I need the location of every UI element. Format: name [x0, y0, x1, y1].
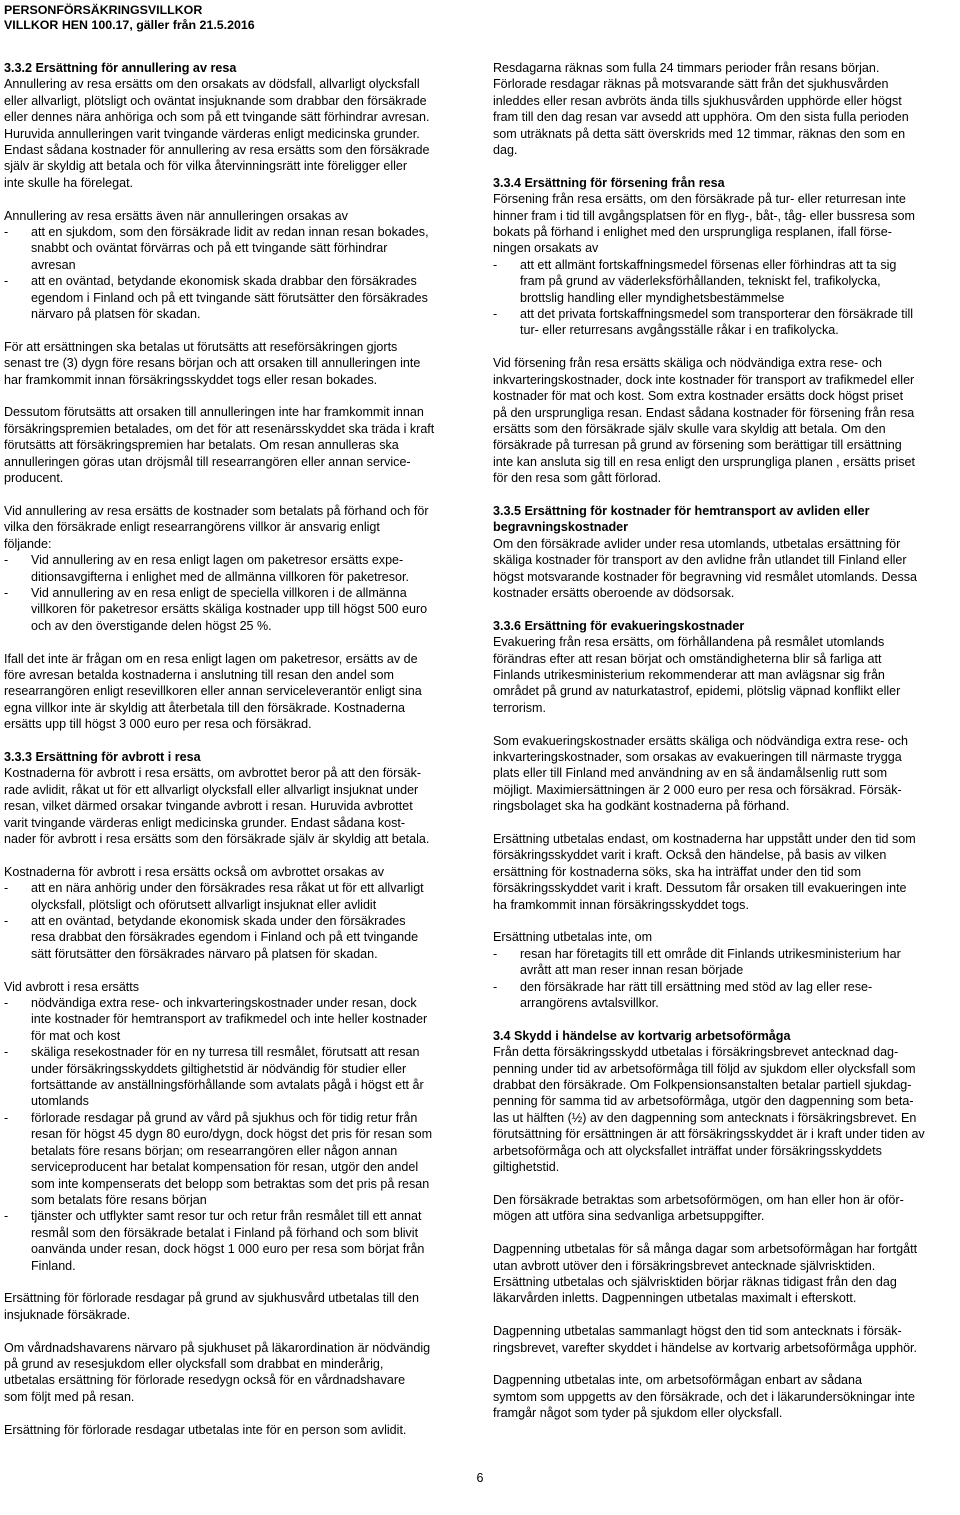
list-item-text [520, 946, 960, 979]
text-line: Kostnaderna för avbrott i resa ersätts, om avbrottet beror på att den försäk- [4, 766, 422, 781]
text-line: förlorade resdagar på grund av vård på sjukhus och för tidig retur från [31, 1110, 418, 1125]
paragraph [493, 536, 960, 602]
section-heading [493, 503, 960, 536]
list-item [493, 306, 960, 339]
list-item-text [31, 224, 472, 273]
text-line: giltighetstid. [493, 1160, 560, 1175]
text-line: läkarvården inletts. Dagpenningen utbetalas maximalt i efterskott. [493, 1291, 857, 1306]
text-line: eller allvarligt, plötsligt och oväntat insjuknande som drabbar den försäkrade [4, 93, 427, 108]
paragraph [493, 355, 960, 486]
dash-bullet: - [4, 996, 9, 1011]
text-line: Endast sådana kostnader för annullering av resa ersätts som den försäkrade [4, 143, 430, 158]
text-line: för mat och kost [31, 1028, 121, 1043]
dash-bullet: - [493, 307, 498, 322]
text-line: som uträknats på detta sätt överskrids med 12 timmar, räknas den som en [493, 126, 906, 141]
text-line: förändras efter att resan börjat och omständigheterna blir så farliga att [493, 651, 882, 666]
text-line: betalats före resans början; om researrangören eller någon annan [31, 1143, 398, 1158]
text-line: ersättning för kostnaderna söks, ska ha inträffat under den tid som [493, 864, 862, 879]
text-line: egna villkor inte är skyldig att återbetala till den försäkrade. Kostnaderna [4, 700, 406, 715]
dash-bullet: - [4, 914, 9, 929]
text-line: Dessutom förutsätts att orsaken till annulleringen inte har framkommit innan [4, 405, 424, 420]
dash-list [4, 552, 472, 634]
text-line: 3.3.5 Ersättning för kostnader för hemtransport av avliden eller [493, 503, 870, 518]
left-column [4, 60, 472, 1438]
paragraph [4, 76, 472, 191]
text-line: Evakuering från resa ersätts, om förhållandena på resmålet utomlands [493, 635, 885, 650]
list-intro: Kostnaderna för avbrott i resa ersätts också om avbrottet orsakas av [4, 864, 385, 879]
text-line: Finlands utrikesministerium rekommenderar att man avlägsnar sig från [493, 667, 885, 682]
paragraph [4, 1422, 472, 1438]
text-line: kostnader ersätts oberoende av dödsorsak. [493, 585, 735, 600]
dash-bullet: - [4, 225, 9, 240]
text-line: Ifall det inte är frågan om en resa enligt lagen om paketresor, ersätts av de [4, 651, 418, 666]
text-line: resan, vilket därmed orsakar tvingande avbrott i resan. Huruvida avbrottet [4, 799, 413, 814]
text-line: Från detta försäkringsskydd utbetalas i försäkringsbrevet antecknad dag- [493, 1045, 899, 1060]
text-line: inleddes eller resan avbröts ända tills sjukhusvården upphörde eller högst [493, 93, 902, 108]
dash-bullet: - [4, 881, 9, 896]
text-line: oanvända under resan, dock högst 1 000 euro per resa som börjat från [31, 1242, 425, 1257]
list-item-text [31, 1110, 472, 1208]
text-line: att det privata fortskaffningsmedel som transporterar den försäkrade till [520, 307, 914, 322]
text-line: egendom i Finland och på ett tvingande sätt förutsätter den försäkrades [31, 290, 428, 305]
list-item-text [31, 585, 472, 634]
list-item [4, 585, 472, 634]
dash-list [4, 995, 472, 1274]
list-item-text [31, 995, 472, 1044]
dash-bullet: - [4, 1209, 9, 1224]
text-line: som inte kompenserats det belopp som betraktas som det pris på resan [31, 1176, 430, 1191]
text-line: ersätts som den försäkrade själv skulle vara skyldig att betala. Om den [493, 421, 886, 436]
text-line: före avresan betalda kostnaderna i anslutning till resan den andel som [4, 667, 394, 682]
text-line: penning under tid av arbetsoförmåga till följd av sjukdom eller olycksfall som [493, 1061, 916, 1076]
section-heading: 3.3.4 Ersättning för försening från resa [493, 175, 725, 190]
text-line: fortsättande av anställningsförhållande som avtalats pågå i högst ett år [31, 1078, 424, 1093]
section-heading: 3.4 Skydd i händelse av kortvarig arbetsoförmåga [493, 1028, 791, 1043]
list-intro [4, 503, 472, 552]
list-item-text [520, 257, 960, 306]
text-line: serviceproducent har betalat kompensation för resan, utgör den andel [31, 1160, 419, 1175]
text-line: plats eller till Finland med användning av en så ändamålsenlig rutt som [493, 766, 888, 781]
list-item [4, 995, 472, 1044]
text-line: avresan [31, 257, 76, 272]
text-line: inte kostnader för hemtransport av trafikmedel och inte heller kostnader [31, 1012, 428, 1027]
dash-bullet: - [493, 979, 498, 994]
text-line: resan har företagits till ett område dit Finlands utrikesministerium har [520, 946, 901, 961]
text-line: Annullering av resa ersätts om den orsakats av dödsfall, allvarligt olycksfall [4, 77, 420, 92]
paragraph [4, 651, 472, 733]
text-line: Ersättning för förlorade resdagar på grund av sjukhusvård utbetalas till den [4, 1291, 419, 1306]
right-column [493, 60, 960, 1422]
text-line: att en sjukdom, som den försäkrade lidit av redan innan resan bokades, [31, 225, 429, 240]
text-line: på grund av resesjukdom eller olycksfall som drabbat en minderårig, [4, 1356, 384, 1371]
dash-list [493, 946, 960, 1012]
page-number: 6 [476, 1471, 484, 1485]
dash-list [493, 257, 960, 339]
text-line: utan avbrott utöver den i försäkringsbrevet antecknade självrisktiden. [493, 1258, 876, 1273]
list-item [4, 552, 472, 585]
paragraph [493, 1044, 960, 1175]
list-item [4, 224, 472, 273]
text-line: sätt förutsätter den försäkrades närvaro på platsen för skadan. [31, 946, 378, 961]
text-line: Dagpenning utbetalas sammanlagt högst den tid som antecknats i försäk- [493, 1324, 902, 1339]
text-line: utbetalas ersättning för förlorade resedygn också för en vårdnadshavare [4, 1373, 406, 1388]
dash-bullet: - [4, 553, 9, 568]
dash-bullet: - [4, 1110, 9, 1125]
list-item [4, 273, 472, 322]
text-line: drabbat den försäkrade. Om Folkpensionsanstalten betalar partiell sjukdag- [493, 1078, 912, 1093]
list-item-text [31, 1044, 472, 1110]
text-line: förutsättning för ersättningen är att försäkringsskyddet är i kraft under tiden av [493, 1127, 925, 1142]
text-line: fram på grund av väderleksförhållanden, tekniskt fel, trafikolycka, [520, 274, 881, 289]
text-line: eller dennes nära anhöriga och som på ett tvingande sätt förhindrar avresan. [4, 110, 430, 125]
dash-bullet: - [493, 946, 498, 961]
text-line: tur- eller returresans avgångsställe råkar i en trafikolycka. [520, 323, 839, 338]
list-intro: Annullering av resa ersätts även när annulleringen orsakas av [4, 208, 348, 223]
text-line: varit tvingande värderas enligt medicinska grunder. Endast sådana kost- [4, 815, 406, 830]
text-line: att ett allmänt fortskaffningsmedel försenas eller förhindras att ta sig [520, 257, 897, 272]
text-line: själv är skyldig att betala och för vilka återvinningsrätt inte föreligger eller [4, 159, 408, 174]
text-line: Resdagarna räknas som fulla 24 timmars perioder från resans början. [493, 61, 880, 75]
text-line: Dagpenning utbetalas inte, om arbetsoförmågan enbart av sådana [493, 1373, 862, 1388]
text-line: ringsbrevet, varefter skyddet i händelse av kortvarig arbetsoförmåga upphör. [493, 1340, 918, 1355]
text-line: olycksfall, plötsligt och oförutsett allvarligt insjuknat eller avlidit [31, 897, 377, 912]
text-line: symtom som uppgetts av den försäkrade, och det i läkarundersökningar inte [493, 1389, 915, 1404]
paragraph [493, 634, 960, 716]
dash-bullet: - [493, 257, 498, 272]
text-line: ningen orsakats av [493, 241, 599, 256]
text-line: skäliga kostnader för transport av den avlidne från utlandet till Finland eller [493, 553, 907, 568]
text-line: nader för avbrott i resa ersätts som den försäkrade själv är skyldig att betala. [4, 832, 430, 846]
dash-bullet: - [4, 1045, 9, 1060]
dash-list [4, 224, 472, 322]
text-line: skäliga resekostnader för en ny turresa till resmålet, förutsatt att resan [31, 1045, 420, 1060]
text-line: försäkringspremien betalades, om det för att resenärsskyddet ska träda i kraft [4, 421, 435, 436]
text-line: utomlands [31, 1094, 89, 1109]
paragraph [4, 765, 472, 847]
text-line: möjligt. Maximiersättningen är 2 000 euro per resa och försäkrad. Försäk- [493, 782, 902, 797]
dash-bullet: - [4, 585, 9, 600]
text-line: insjuknade försäkrade. [4, 1307, 131, 1322]
text-line: ringsbolaget ska ha godkänt kostnaderna på förhand. [493, 799, 790, 814]
text-line: dag. [493, 143, 518, 158]
list-intro: Vid avbrott i resa ersätts [4, 979, 140, 994]
text-line: att en nära anhörig under den försäkrades resa råkat ut för ett allvarligt [31, 881, 424, 896]
text-line: producent. [4, 471, 64, 486]
list-item [493, 979, 960, 1012]
text-line: mögen att utföra sina sedvanliga arbetsuppgifter. [493, 1209, 765, 1224]
paragraph [493, 60, 960, 158]
text-line: Vid försening från resa ersätts skäliga och nödvändiga extra rese- och [493, 356, 882, 371]
text-line: arbetsoförmåga och att olycksfallet inträffat under försäkringsskyddets [493, 1143, 882, 1158]
text-line: brottslig handling eller myndighetsbestämmelse [520, 290, 785, 305]
text-line: resan för högst 45 dygn 80 euro/dygn, dock högst det pris för resan som [31, 1127, 433, 1142]
dash-list [4, 880, 472, 962]
paragraph [493, 1323, 960, 1356]
paragraph [4, 404, 472, 486]
section-heading: 3.3.3 Ersättning för avbrott i resa [4, 749, 201, 764]
text-line: den försäkrade har rätt till ersättning med stöd av lag eller rese- [520, 979, 873, 994]
paragraph [493, 831, 960, 913]
list-item-text [31, 880, 472, 913]
list-item-text [31, 913, 472, 962]
dash-bullet: - [4, 274, 9, 289]
text-line: följande: [4, 536, 52, 551]
text-line: Dagpenning utbetalas för så många dagar som arbetsoförmågan har fortgått [493, 1242, 918, 1257]
text-line: Förlorade resdagar räknas på motsvarande sätt från det sjukhusvården [493, 77, 889, 92]
text-line: försäkringsskyddet varit i kraft. Dessutom får orsaken till evakueringen inte [493, 881, 907, 896]
text-line: har framkommit innan försäkringsskyddet togs eller resan bokades. [4, 372, 378, 387]
text-line: ditionsavgifterna i enlighet med de allmänna villkoren för paketresor. [31, 569, 410, 584]
paragraph [4, 339, 472, 388]
section-heading: 3.3.2 Ersättning för annullering av resa [4, 61, 237, 75]
paragraph [493, 733, 960, 815]
list-item [4, 880, 472, 913]
text-line: Som evakueringskostnader ersätts skäliga och nödvändiga extra rese- och [493, 733, 908, 748]
text-line: resmål som den försäkrade betalat i Finland på förhand och som blivit [31, 1225, 419, 1240]
paragraph [493, 1241, 960, 1307]
text-line: att en oväntad, betydande ekonomisk skada under den försäkrades [31, 914, 406, 929]
text-line: las ut hälften (½) av den dagpenning som antecknats i försäkringsbrevet. En [493, 1110, 917, 1125]
text-line: senast tre (3) dygn före resans början och att orsaken till annulleringen inte [4, 356, 421, 371]
text-line: kostnader för mat och kost. Som extra kostnader ersätts dock högst priset [493, 389, 904, 404]
list-item [4, 1208, 472, 1274]
text-line: tjänster och utflykter samt resor tur och retur från resmålet till ett annat [31, 1209, 422, 1224]
text-line: snabbt och oväntat förvärras och på ett tvingande sätt förhindrar [31, 241, 388, 256]
section-heading: 3.3.6 Ersättning för evakueringskostnader [493, 618, 745, 633]
text-line: Försening från resa ersätts, om den försäkrade på tur- eller returresan inte [493, 192, 906, 207]
text-line: nödvändiga extra rese- och inkvarteringskostnader under resan, dock [31, 996, 417, 1011]
paragraph [493, 1192, 960, 1225]
text-line: arrangörens avtalsvillkor. [520, 996, 659, 1011]
list-item [4, 1110, 472, 1208]
text-line: fram till den dag resan var avsedd att upphöra. Om den sista fulla perioden [493, 110, 909, 125]
list-item-text [31, 1208, 472, 1274]
text-line: begravningskostnader [493, 520, 629, 535]
text-line: terrorism. [493, 700, 546, 715]
header-title: PERSONFÖRSÄKRINGSVILLKOR [4, 3, 203, 17]
text-line: Ersättning utbetalas och självrisktiden börjar räknas tidigast från den dag [493, 1274, 897, 1289]
text-line: inkvarteringskostnader, dock inte kostnader för transport av trafikmedel eller [493, 372, 915, 387]
text-line: Om den försäkrade avlider under resa utomlands, utbetalas ersättning för [493, 536, 901, 551]
text-line: försäkrade på turresan på grund av försening som berättigar till ersättning [493, 438, 902, 453]
text-line: villkoren för paketresor ersätts skäliga kostnader upp till högst 500 euro [31, 602, 428, 617]
text-line: på den ursprungliga resan. Endast sådana kostnader för försening från resa [493, 405, 915, 420]
text-line: under försäkringsskyddets giltighetstid är nödvändig för studier eller [31, 1061, 407, 1076]
text-line: som följt med på resan. [4, 1389, 135, 1404]
text-line: Finland. [31, 1258, 76, 1273]
text-line: framgår något som tyder på sjukdom eller olycksfall. [493, 1406, 783, 1421]
list-item-text [31, 273, 472, 322]
list-item [493, 946, 960, 979]
text-line: närvaro på platsen för skadan. [31, 307, 201, 322]
text-line: resa drabbat den försäkrades egendom i Finland och på ett tvingande [31, 930, 419, 945]
text-line: researrangören enligt resevillkoren eller annan serviceleverantör enligt sina [4, 684, 422, 699]
text-line: Vid annullering av resa ersätts de kostnader som betalats på förhand och för [4, 503, 429, 518]
text-line: högst motsvarande kostnader för begravning vid resmålet utomlands. Dessa [493, 569, 918, 584]
text-line: annulleringen göras utan dröjsmål till researrangören eller annan service- [4, 454, 411, 469]
text-line: Om vårdnadshavarens närvaro på sjukhuset på läkarordination är nödvändig [4, 1340, 431, 1355]
text-line: inte kan ansluta sig till en resa enligt den ursprungliga planen , ersätts priset [493, 454, 915, 469]
text-line: förutsätts att försäkringspremien har betalats. Om resan annulleras ska [4, 438, 399, 453]
list-item [4, 1044, 472, 1110]
text-line: vilka den försäkrade enligt researrangörens villkor är ansvarig enligt [4, 520, 380, 535]
text-line: rade avlidit, råkat ut för ett allvarligt olycksfall eller allvarligt insjuknat under [4, 782, 419, 797]
text-line: Den försäkrade betraktas som arbetsoförmögen, om han eller hon är oför- [493, 1192, 904, 1207]
text-line: För att ersättningen ska betalas ut förutsätts att reseförsäkringen gjorts [4, 339, 398, 354]
text-line: hinner fram i tid till avgångsplatsen för en flyg-, båt-, tåg- eller bussresa som [493, 208, 915, 223]
text-line: Ersättning utbetalas endast, om kostnaderna har uppstått under den tid som [493, 832, 916, 846]
text-line: Ersättning för förlorade resdagar utbetalas inte för en person som avlidit. [4, 1422, 407, 1437]
text-line: ha framkommit innan försäkringsskyddet togs. [493, 897, 749, 912]
document-header [4, 3, 255, 33]
text-line: och av den överstigande delen högst 25 %. [31, 618, 272, 633]
paragraph [4, 1290, 472, 1323]
text-line: inkvarteringskostnader, som orsakas av evakueringen till närmaste trygga [493, 749, 902, 764]
list-item [493, 257, 960, 306]
text-line: penning för samma tid av arbetsoförmåga, utgör den dagpenning som beta- [493, 1094, 914, 1109]
text-line: Vid annullering av en resa enligt de speciella villkoren i de allmänna [31, 585, 407, 600]
text-line: ersätts upp till högst 3 000 euro per resa och försäkrad. [4, 717, 312, 732]
text-line: avrått att man reser innan resan började [520, 963, 744, 978]
text-line: Huruvida annulleringen varit tvingande värderas enligt medicinska grunder. [4, 126, 420, 141]
text-line: området på grund av naturkatastrof, epidemi, plötslig väpnad konflikt eller [493, 684, 901, 699]
list-item-text [520, 306, 960, 339]
list-item-text [520, 979, 960, 1012]
text-line: som betalats före resans början [31, 1192, 207, 1207]
header-subtitle: VILLKOR HEN 100.17, gäller från 21.5.2016 [4, 18, 255, 32]
list-item-text [31, 552, 472, 585]
list-intro [493, 191, 960, 257]
text-line: att en oväntad, betydande ekonomisk skada drabbar den försäkrades [31, 274, 417, 289]
list-item [4, 913, 472, 962]
text-line: försäkringsskyddet varit i kraft. Också den händelse, på basis av vilken [493, 848, 887, 863]
text-line: inte skulle ha förelegat. [4, 175, 134, 190]
text-line: för den resa som gått förlorad. [493, 471, 662, 486]
paragraph [493, 1372, 960, 1421]
text-line: bokats på förhand i enlighet med den ursprungliga resplanen, ifall förse- [493, 225, 892, 240]
paragraph [4, 1340, 472, 1406]
list-intro: Ersättning utbetalas inte, om [493, 930, 653, 945]
text-line: Vid annullering av en resa enligt lagen om paketresor ersätts expe- [31, 553, 404, 568]
